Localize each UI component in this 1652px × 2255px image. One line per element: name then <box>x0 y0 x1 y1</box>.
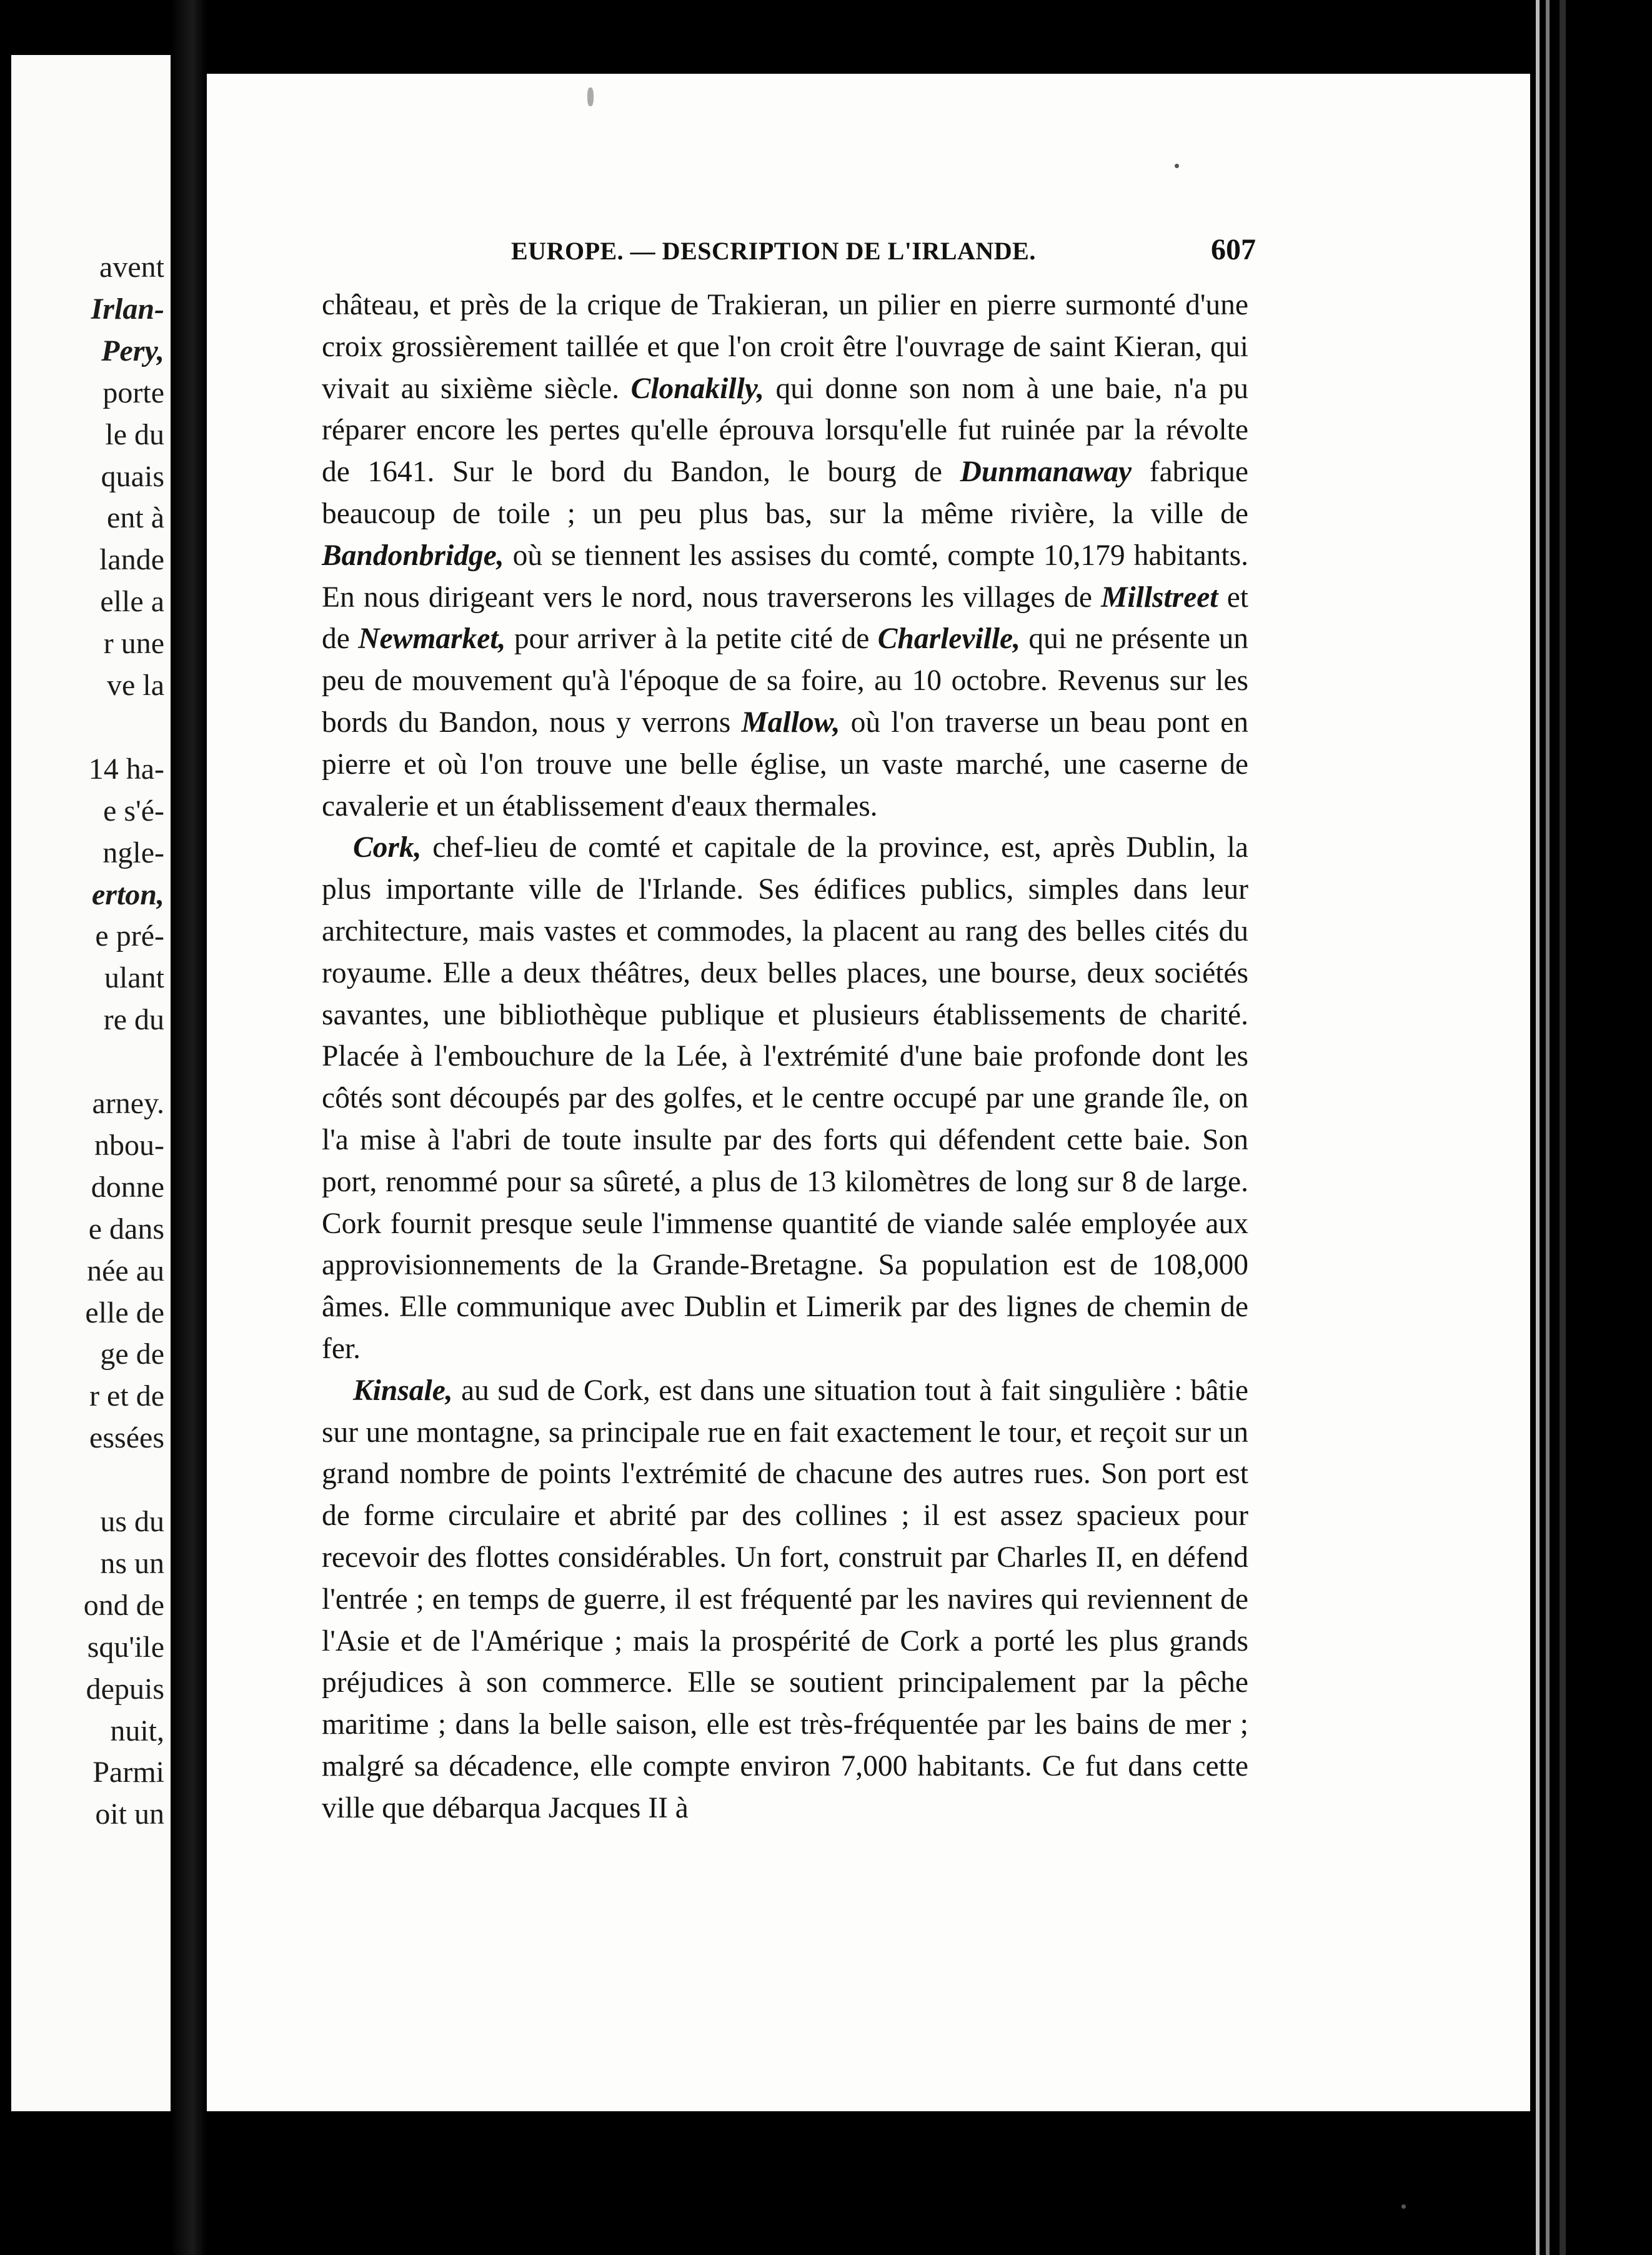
previous-page-line: ve la <box>107 669 164 702</box>
previous-page-line: Irlan- <box>91 292 164 326</box>
text-run: pour arriver à la petite cité de <box>505 622 878 656</box>
previous-page-line: ulant <box>104 961 164 995</box>
place-name: Mallow, <box>741 706 840 739</box>
previous-page-line: ns un <box>100 1546 164 1580</box>
text-run: qui donne son nom à une baie, n'a pu réparer encore les pertes qu'elle éprouva lorsqu'elle fut ruinée par la révolte de 1641. Sur le bord du Bandon, le bourg de <box>322 372 1248 489</box>
place-name: Millstreet <box>1101 581 1218 614</box>
previous-page-line: ge de <box>100 1338 164 1371</box>
page-number: 607 <box>1211 233 1256 266</box>
previous-page-line: Parmi <box>92 1756 164 1789</box>
place-name: Kinsale, <box>353 1374 453 1407</box>
paragraph <box>322 827 1248 1369</box>
place-name: Clonakilly, <box>630 372 764 405</box>
previous-page-line: quais <box>101 459 164 493</box>
previous-page-line: lande <box>99 543 164 577</box>
previous-page-line: avent <box>99 251 164 284</box>
text-run: qui ne présente un peu de mouvement qu'à l'époque de sa foire, au 10 octobre. Revenus sur les bords du Bandon, nous y verrons <box>322 622 1248 739</box>
previous-page-line: us du <box>100 1505 164 1538</box>
previous-page-line: née au <box>87 1254 164 1288</box>
previous-page-line: 14 ha- <box>88 752 164 786</box>
body-text <box>322 284 1248 1829</box>
previous-page-line: ngle- <box>102 836 164 869</box>
previous-page-line: elle de <box>85 1296 164 1329</box>
place-name: Bandonbridge, <box>322 539 504 572</box>
previous-page-line: porte <box>102 376 164 409</box>
book-gutter <box>171 0 207 2255</box>
previous-page-line: e pré- <box>95 919 164 953</box>
place-name: Charleville, <box>877 622 1020 656</box>
page-edge <box>1536 0 1540 2255</box>
previous-page-fragment <box>11 55 171 2111</box>
previous-page-line: r et de <box>89 1379 164 1413</box>
previous-page-line: re du <box>103 1003 164 1037</box>
previous-page-line: arney. <box>92 1087 164 1120</box>
header-title: EUROPE. — DESCRIPTION DE L'IRLANDE. <box>511 237 1036 265</box>
previous-page-line: nbou- <box>94 1128 164 1162</box>
previous-page-line: ond de <box>83 1588 164 1622</box>
previous-page-line: e s'é- <box>103 794 164 828</box>
previous-page-line: donne <box>91 1170 164 1204</box>
text-run: au sud de Cork, est dans une situation tout à fait singulière : bâtie sur une montagne, sa principale rue en fait exactement le tour, et reçoit sur un grand nombre de points l'extrémité de chacune des autres rues. Son port est de forme circulaire et abrité par des collines ; il est assez spacieux pour recevoir des flottes considérables. Un fort, construit par Charles II, en défend l'entrée ; en temps de guerre, il est fréquenté par les navires qui reviennent de l'Asie et de l'Amérique ; mais la prospérité de Cork a porté les plus grands préjudices à son commerce. Elle se soutient principalement par la pêche maritime ; dans la belle saison, elle est très-fréquentée par les bains de mer ; malgré sa décadence, elle compte environ 7,000 habitants. Ce fut dans cette ville que débarqua Jacques II à <box>322 1374 1248 1824</box>
print-speck <box>1401 2204 1406 2209</box>
text-run: et de <box>322 581 1248 656</box>
print-speck <box>1175 164 1179 168</box>
previous-page-line: r une <box>103 627 164 661</box>
place-name: Dunmanaway <box>960 456 1132 489</box>
running-header <box>328 232 1256 276</box>
previous-page-line: depuis <box>86 1672 164 1706</box>
text-run: où l'on traverse un beau pont en pierre et où l'on trouve une belle église, un vaste marché, une caserne de cavalerie et un établissement d'eaux thermales. <box>322 706 1248 822</box>
text-run: où se tiennent les assises du comté, compte 10,179 habitants. En nous dirigeant vers le nord, nous traverserons les villages de <box>322 539 1248 614</box>
text-run: chef-lieu de comté et capitale de la province, est, après Dublin, la plus importante ville de l'Irlande. Ses édifices publics, simples dans leur architecture, mais vastes et commodes, la placent au rang des belles cités du royaume. Elle a deux théâtres, deux belles places, une bourse, deux sociétés savantes, une bibliothèque publique et plusieurs établissements de charité. Placée à l'embouchure de la Lée, à l'extrémité d'une baie profonde dont les côtés sont découpés par des golfes, et le centre occupé par une grande île, on l'a mise à l'abri de toute insulte par des forts qui défendent cette baie. Son port, renommé pour sa sûreté, a plus de 13 kilomètres de long sur 8 de large. Cork fournit presque seule l'immense quantité de viande salée employée aux approvisionnements de la Grande-Bretagne. Sa population est de 108,000 âmes. Elle communique avec Dublin et Limerik par des lignes de chemin de fer. <box>322 831 1248 1365</box>
previous-page-line: Pery, <box>101 334 164 368</box>
previous-page-line: le du <box>105 418 164 451</box>
text-run: fabrique beaucoup de toile ; un peu plus bas, sur la même rivière, la ville de <box>322 456 1248 530</box>
previous-page-line: squ'ile <box>87 1630 164 1664</box>
previous-page-line: oit un <box>95 1798 164 1831</box>
previous-page-line: erton, <box>91 878 164 911</box>
place-name: Cork, <box>353 831 422 864</box>
print-speck <box>587 88 594 106</box>
paragraph <box>322 1370 1248 1829</box>
paragraph <box>322 284 1248 827</box>
previous-page-line: elle a <box>100 585 164 619</box>
place-name: Newmarket, <box>358 622 506 656</box>
page-edge <box>1546 0 1550 2255</box>
page-edge <box>1560 0 1566 2255</box>
previous-page-line: essées <box>89 1421 164 1455</box>
previous-page-line: ent à <box>107 501 164 535</box>
previous-page-line: nuit, <box>110 1714 164 1748</box>
text-run: château, et près de la crique de Trakieran, un pilier en pierre surmonté d'une croix grossièrement taillée et que l'on croit être l'ouvrage de saint Kieran, qui vivait au sixième siècle. <box>322 289 1248 405</box>
previous-page-line: e dans <box>88 1212 164 1246</box>
